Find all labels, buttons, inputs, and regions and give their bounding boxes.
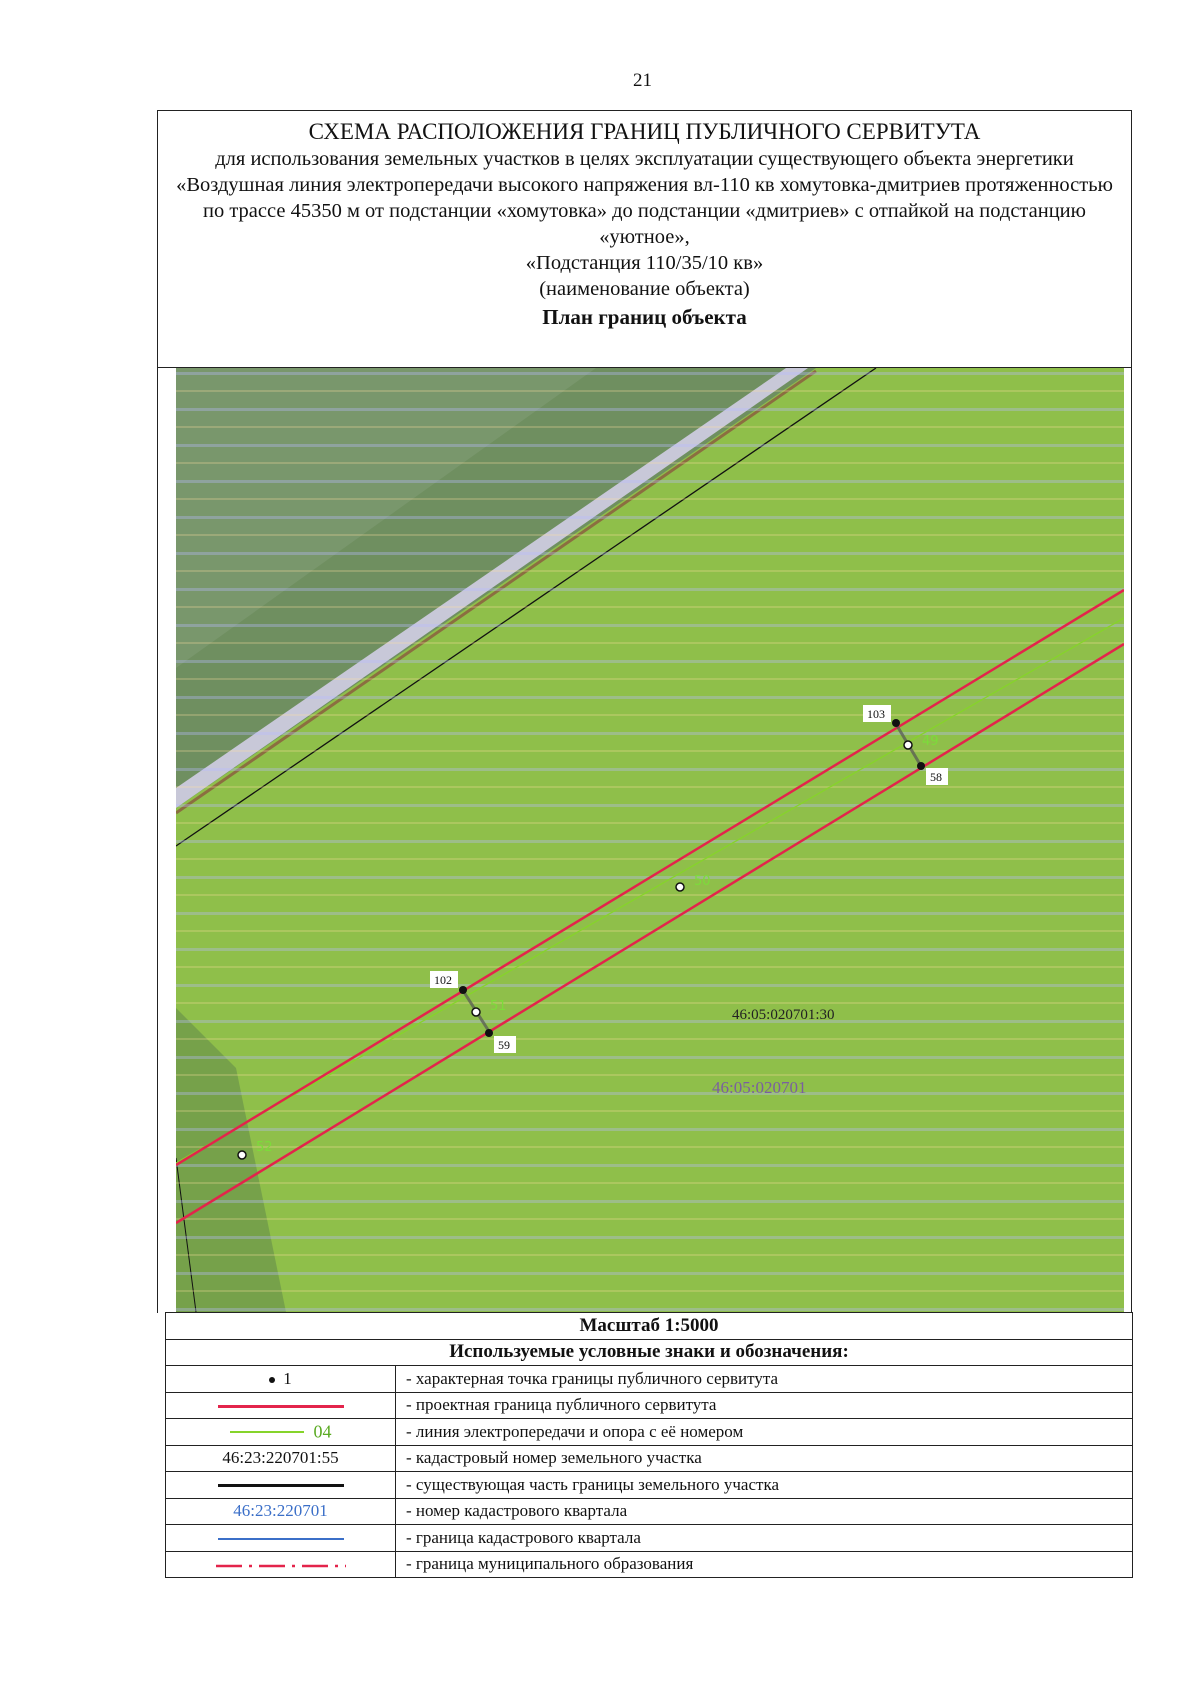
red-line-icon: [218, 1405, 344, 1408]
object-caption: (наименование объекта): [539, 278, 750, 300]
point-label-102: 102: [434, 973, 452, 987]
legend-symbol-quarter-number: 46:23:220701: [166, 1498, 396, 1525]
page-number: 21: [633, 70, 652, 91]
aerial-map: [176, 368, 1124, 1312]
pole-marker: [238, 1151, 246, 1159]
quarter-number-label: 46:05:020701: [712, 1078, 807, 1097]
legend-text: - характерная точка границы публичного сервитута: [396, 1366, 1133, 1393]
legend-symbol-parcel-number: 46:23:220701:55: [166, 1445, 396, 1472]
legend-text: - линия электропередачи и опора с её номером: [396, 1419, 1133, 1446]
pole-number: 04: [313, 1421, 332, 1442]
legend-table: [165, 1312, 1133, 1578]
legend-text: - номер кадастрового квартала: [396, 1498, 1133, 1525]
legend-symbol-parcel-border: [166, 1472, 396, 1499]
legend-text: - существующая часть границы земельного участка: [396, 1472, 1133, 1499]
boundary-point: [917, 762, 925, 770]
pole-marker: [472, 1008, 480, 1016]
legend-text: - граница кадастрового квартала: [396, 1525, 1133, 1552]
dash-dot-line-icon: [216, 1563, 346, 1569]
legend-symbol-powerline: [166, 1419, 396, 1446]
plan-title: План границ объекта: [542, 305, 747, 329]
pole-label: 50: [694, 874, 711, 889]
point-label-59: 59: [498, 1038, 510, 1052]
legend-text: - проектная граница публичного сервитута: [396, 1392, 1133, 1419]
parcel-number-label: 46:05:020701:30: [732, 1007, 835, 1023]
legend-symbol-quarter-border: [166, 1525, 396, 1552]
object-description: для использования земельных участков в целях эксплуатации существующего объекта энергетики «Воздушная линия электропередачи высокого напряжения вл-110 кв хомутовка-дмитриев протяженностью по трассе 45350 м от подстанции «хомутовка» до подстанции «дмитриев» с отпайкой на подстанцию «уютное»,: [176, 148, 1113, 248]
boundary-point: [892, 719, 900, 727]
point-label-103: 103: [867, 707, 885, 721]
pole-label: 51: [490, 999, 507, 1014]
pole-marker: [676, 883, 684, 891]
green-line-icon: [230, 1431, 304, 1433]
legend-heading: Используемые условные знаки и обозначения:: [166, 1339, 1133, 1366]
point-icon: [269, 1377, 275, 1383]
legend-text: - граница муниципального образования: [396, 1551, 1133, 1578]
boundary-point: [485, 1029, 493, 1037]
pole-label: 52: [256, 1140, 273, 1155]
object-substation: «Подстанция 110/35/10 кв»: [525, 252, 764, 274]
point-label-58: 58: [930, 770, 942, 784]
document-title: СХЕМА РАСПОЛОЖЕНИЯ ГРАНИЦ ПУБЛИЧНОГО СЕРВИТУТА: [308, 119, 981, 144]
boundary-point: [459, 986, 467, 994]
legend-text: - кадастровый номер земельного участка: [396, 1445, 1133, 1472]
legend-symbol-servitude: [166, 1392, 396, 1419]
title-block: [157, 110, 1132, 368]
black-line-icon: [218, 1484, 344, 1487]
legend-symbol-point: 1: [166, 1366, 396, 1393]
pole-marker: [904, 741, 912, 749]
blue-line-icon: [218, 1538, 344, 1540]
scale-label: Масштаб 1:5000: [166, 1313, 1133, 1340]
legend-symbol-municipal-border: [166, 1551, 396, 1578]
pole-label: 49: [922, 734, 939, 749]
